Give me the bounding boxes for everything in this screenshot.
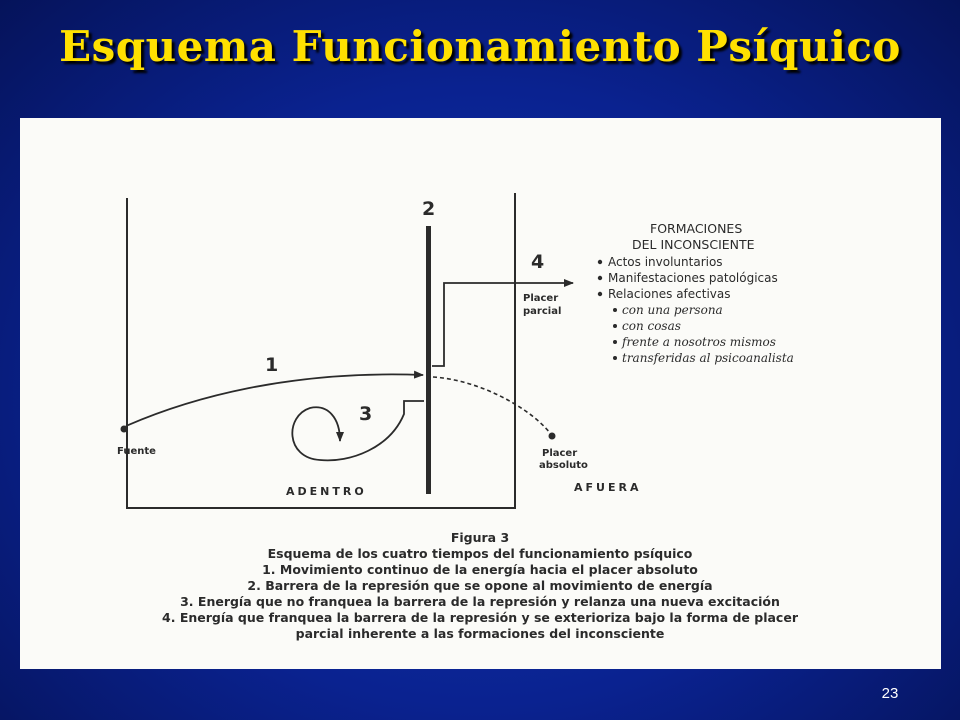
- caption-line-2: 2. Barrera de la represión que se opone al movimiento de energía: [247, 578, 713, 593]
- diagram-panel: [20, 118, 941, 669]
- formaciones-subitem-4: transferidas al psicoanalista: [622, 351, 794, 365]
- formaciones-item-1: Actos involuntarios: [608, 255, 723, 269]
- caption-line-5: parcial inherente a las formaciones del inconsciente: [295, 626, 665, 641]
- sub-bullet: [613, 308, 617, 312]
- formaciones-heading-2: DEL INCONSCIENTE: [632, 237, 755, 252]
- bullet: [598, 276, 602, 280]
- formaciones-item-3: Relaciones afectivas: [608, 287, 731, 301]
- path-1-arrow: [126, 374, 423, 426]
- marker-3: 3: [359, 403, 373, 425]
- formaciones-subitem-2: con cosas: [622, 319, 681, 333]
- caption-figure: Figura 3: [450, 530, 510, 545]
- bullet: [598, 292, 602, 296]
- placer-absoluto-label-2: absoluto: [539, 460, 588, 471]
- caption-title: Esquema de los cuatro tiempos del funcionamiento psíquico: [267, 546, 693, 561]
- placer-absoluto-dot: [549, 433, 556, 440]
- caption-line-1: 1. Movimiento continuo de la energía hacia el placer absoluto: [262, 562, 698, 577]
- repression-barrier: [426, 226, 431, 494]
- placer-absoluto-label-1: Placer: [542, 448, 578, 459]
- marker-1: 1: [265, 354, 279, 376]
- placer-parcial-label-1: Placer: [523, 293, 559, 304]
- sub-bullet: [613, 340, 617, 344]
- bullet: [598, 260, 602, 264]
- placer-parcial-label-2: parcial: [523, 306, 562, 317]
- sub-bullet: [613, 324, 617, 328]
- marker-4: 4: [531, 251, 545, 273]
- dashed-path-to-placer-absoluto: [433, 377, 550, 433]
- fuente-label: Fuente: [117, 446, 156, 457]
- formaciones-subitem-3: frente a nosotros mismos: [622, 335, 776, 349]
- formaciones-subitem-1: con una persona: [622, 303, 723, 317]
- sub-bullet: [613, 356, 617, 360]
- diagram-figure: [20, 118, 941, 669]
- caption-line-4: 4. Energía que franquea la barrera de la represión y se exterioriza bajo la forma de placer: [162, 610, 798, 625]
- formaciones-heading-1: FORMACIONES: [650, 221, 743, 236]
- slide-number: 23: [881, 685, 899, 702]
- formaciones-item-2: Manifestaciones patológicas: [608, 271, 778, 285]
- slide-title: Esquema Funcionamiento Psíquico: [59, 22, 901, 71]
- afuera-label: AFUERA: [574, 481, 642, 494]
- adentro-label: ADENTRO: [286, 485, 367, 498]
- marker-2: 2: [422, 198, 436, 220]
- caption-line-3: 3. Energía que no franquea la barrera de la represión y relanza una nueva excitación: [180, 594, 780, 609]
